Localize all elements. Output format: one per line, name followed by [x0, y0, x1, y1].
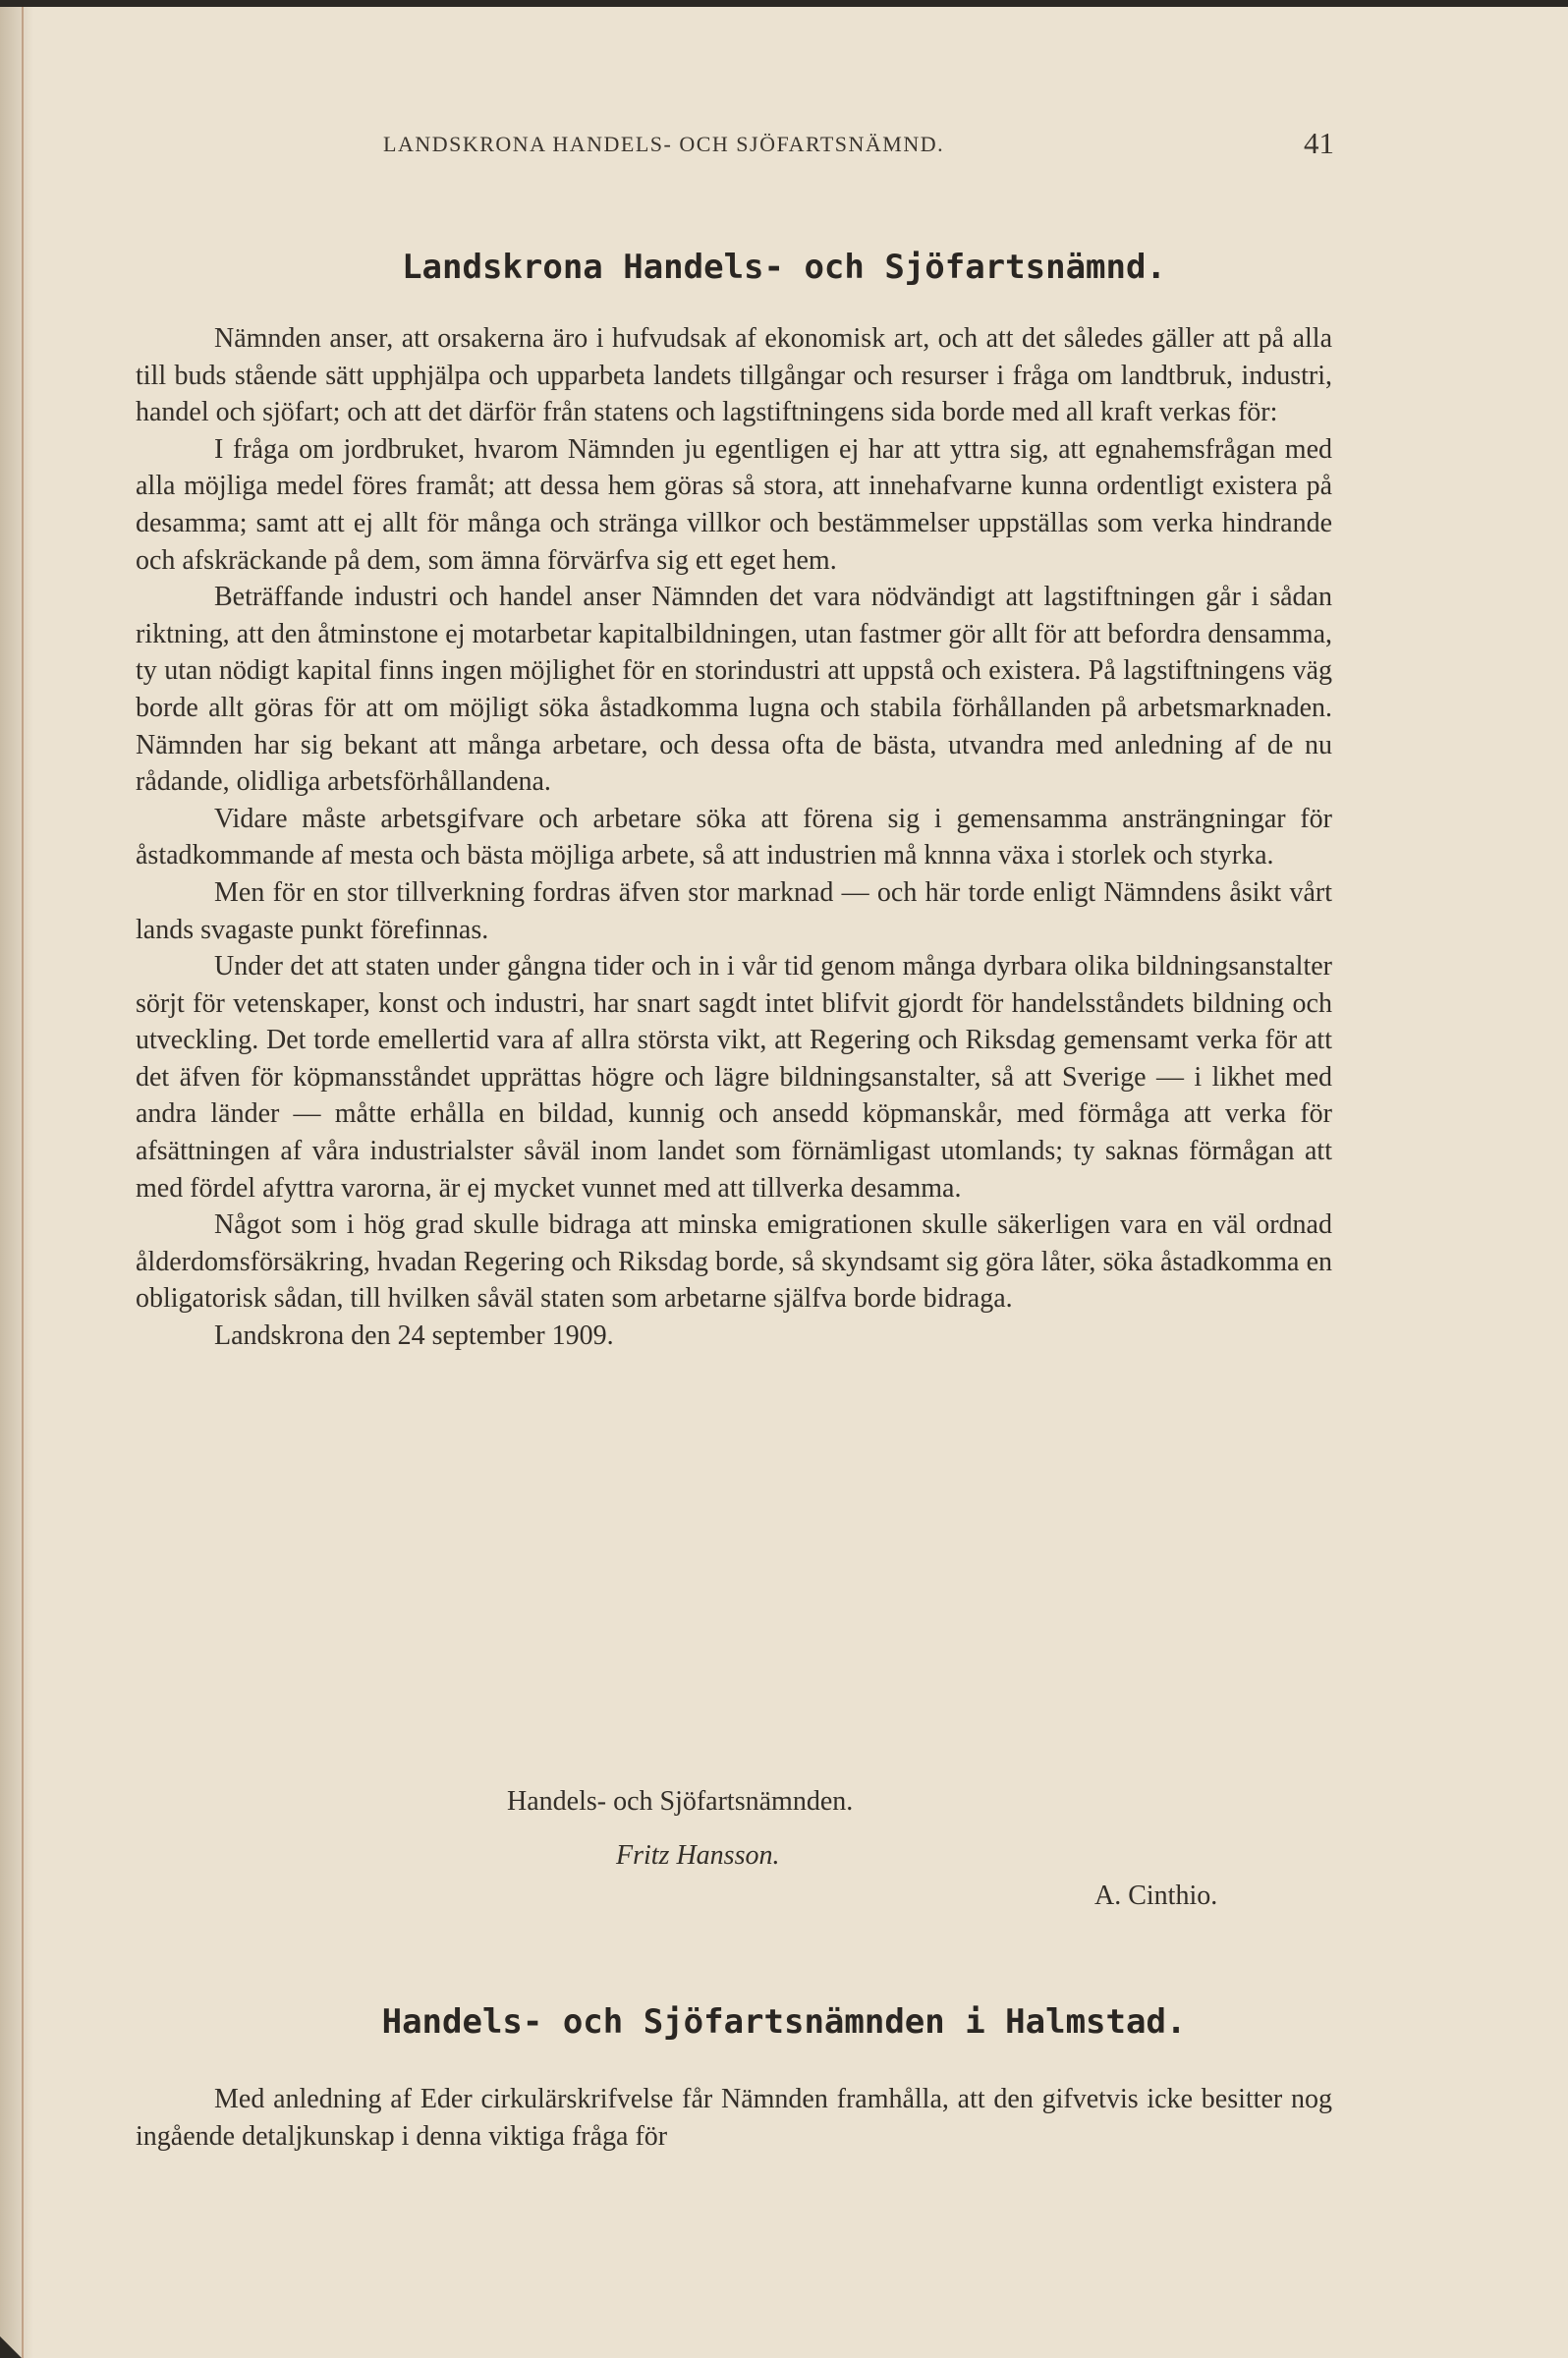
section-body-halmstad	[136, 2081, 1332, 2155]
top-edge-rule	[0, 0, 1568, 7]
signature-name-primary: Fritz Hansson.	[616, 1840, 780, 1871]
running-title: LANDSKRONA HANDELS- OCH SJÖFARTSNÄMND.	[383, 132, 945, 156]
section-title-landskrona: Landskrona Handels- och Sjöfartsnämnd.	[402, 248, 1166, 287]
signature-name-secondary: A. Cinthio.	[1094, 1881, 1218, 1911]
paragraph: Under det att staten under gångna tider och in i vår tid genom många dyrbara olika bildningsanstalter sörjt för vetenskaper, konst och industri, har snart sagdt intet blifvit gjordt för handelsståndets bildning och utveckling. Det torde emellertid vara af allra största vikt, att Regering och Riksdag gemensamt verka för att det äfven för köpmansståndet upprättas högre och lägre bildningsanstalter, så att Sverige — i likhet med andra länder — måtte erhålla en bildad, kunnig och ansedd köpmanskår, med förmåga att verka för afsättningen af våra industrialster såväl inom landet som förnämligast utomlands; ty saknas förmågan att med fördel afyttra varorna, är ej mycket vunnet med att tillverka desamma.	[136, 951, 1332, 1204]
paragraph: Vidare måste arbetsgifvare och arbetare söka att förena sig i gemensamma ansträngningar för åstadkommande af mesta och bästa möjliga arbete, så att industrien må knnna växa i storlek och styrka.	[136, 803, 1332, 871]
page-corner-mark	[0, 2336, 22, 2358]
paragraph: Men för en stor tillverkning fordras äfven stor marknad — och här torde enligt Nämndens åsikt vårt lands svagaste punkt förefinnas.	[136, 876, 1332, 945]
section-title-halmstad: Handels- och Sjöfartsnämnden i Halmstad.	[381, 2002, 1187, 2042]
signature-organization: Handels- och Sjöfartsnämnden.	[507, 1786, 854, 1817]
paragraph: Något som i hög grad skulle bidraga att minska emigrationen skulle säkerligen vara en väl ordnad ålderdomsförsäkring, hvadan Regering och Riksdag borde, så skyndsamt sig göra låter, söka åstadkomma en obligatorisk sådan, till hvilken såväl staten som arbetarne själfva borde bidraga.	[136, 1209, 1332, 1315]
paragraph: I fråga om jordbruket, hvarom Nämnden ju egentligen ej har att yttra sig, att egnahemsfrågan med alla möjliga medel föres framåt; att dessa hem göras så stora, att innehafvarne kunna ordentligt existera på desamma; samt att ej allt för många och stränga villkor och bestämmelser uppställas som verka hindrande och afskräckande på dem, som ämna förvärfva sig ett eget hem.	[136, 433, 1332, 576]
dateline: Landskrona den 24 september 1909.	[214, 1320, 614, 1352]
page-number: 41	[1304, 126, 1334, 160]
section-body-landskrona	[136, 320, 1332, 1355]
page-header	[383, 126, 1334, 165]
paragraph: Nämnden anser, att orsakerna äro i hufvudsak af ekonomisk art, och att det således gäller att på alla till buds stående sätt upphjälpa och upparbeta landets tillgångar och resurser i fråga om landtbruk, industri, handel och sjöfart; och att det därför från statens och lagstiftningens sida borde med all kraft verkas för:	[136, 323, 1332, 428]
paragraph: Beträffande industri och handel anser Nämnden det vara nödvändigt att lagstiftningen går i sådan riktning, att den åtminstone ej motarbetar kapitalbildningen, utan fastmer gör allt för att befordra densamma, ty utan nödigt kapital finns ingen möjlighet för en storindustri att uppstå och existera. På lagstiftningens väg borde allt göras för att om möjligt söka åstadkomma lugna och stabila förhållanden på arbetsmarknaden. Nämnden har sig bekant att många arbetare, och dessa ofta de bästa, utvandra med anledning af de nu rådande, olidliga arbetsförhållandena.	[136, 582, 1332, 798]
paragraph: Med anledning af Eder cirkulärskrifvelse får Nämnden framhålla, att den gifvetvis icke besitter nog ingående detaljkunskap i denna viktiga fråga för	[136, 2084, 1332, 2152]
